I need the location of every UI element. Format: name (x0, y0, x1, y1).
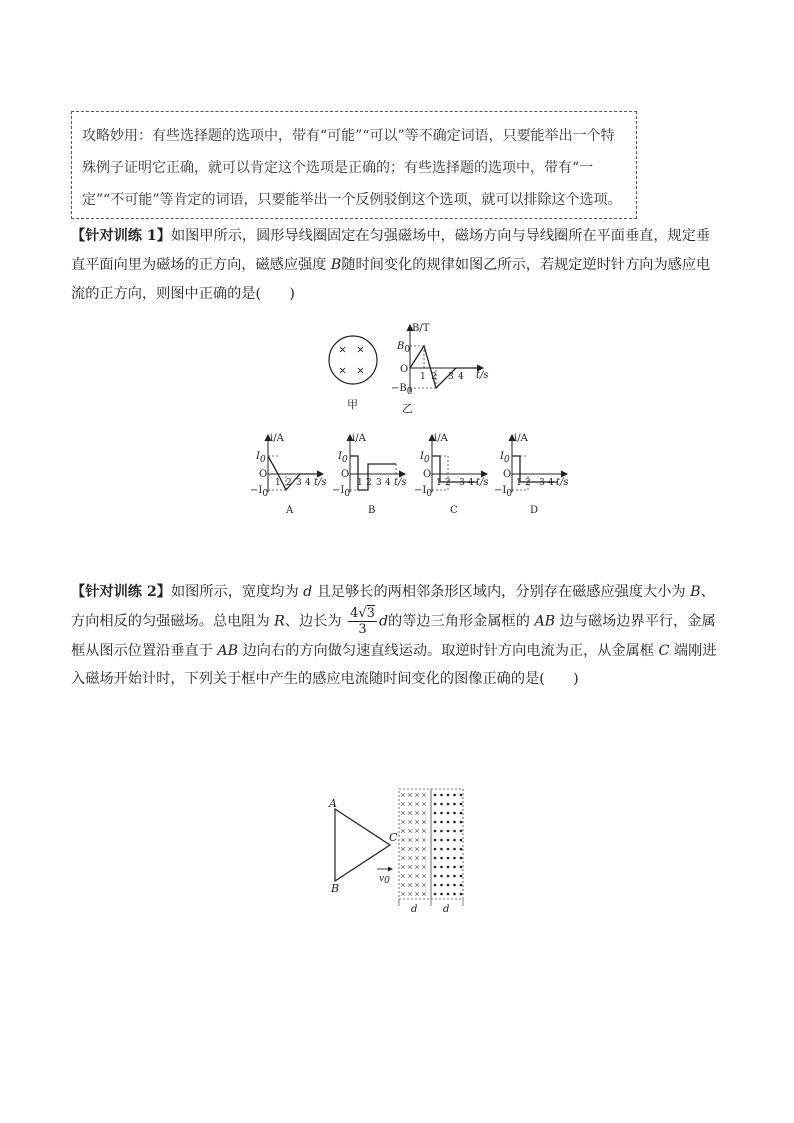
b-pos-label: B0 (397, 341, 411, 355)
frac-num-3: 3 (366, 606, 375, 621)
option-a-graph[interactable] (248, 430, 336, 520)
option-a-tick-4: 4 (305, 478, 311, 488)
var-b: B (330, 257, 342, 273)
b-ylabel: B/T (412, 323, 430, 334)
option-c-letter: C (450, 505, 458, 516)
var-b2: B (690, 584, 701, 600)
option-d-graph[interactable] (492, 430, 580, 520)
field-out-of-page-icons (434, 794, 463, 896)
question-1 (71, 222, 723, 309)
option-b-tick-2: 2 (366, 478, 372, 488)
question-1-label: 【针对训练 1】 (71, 228, 171, 244)
option-a-tick-1: 1 (275, 478, 281, 488)
fig-jia-label: 甲 (347, 398, 358, 411)
option-d-letter: D (530, 505, 539, 516)
q2-text-g: 边向右的方向做匀速直线运动。取逆时针方向电流为正，从金属框 (238, 643, 659, 659)
frac-den: 3 (358, 622, 367, 637)
option-c-tick-4: 4 (468, 478, 474, 488)
question-2 (71, 578, 723, 693)
option-b-neg: −I0 (332, 485, 351, 499)
velocity-arrow-icon (377, 867, 393, 872)
b-neg-label: −B0 (391, 383, 413, 397)
option-c-pos: I0 (420, 451, 430, 465)
q2-text-d: 、边长为 (284, 613, 347, 630)
option-d-pos: I0 (500, 451, 510, 465)
option-b-ylabel: i/A (352, 433, 366, 444)
b-t-graph (364, 322, 499, 417)
option-a-tick-3: 3 (296, 478, 302, 488)
velocity-label: v0 (379, 874, 390, 886)
width-d1-label: d (411, 904, 418, 915)
option-a-pos: I0 (256, 451, 266, 465)
q2-text-e: 的等边三角形金属框的 (388, 613, 535, 630)
var-d: d (303, 584, 313, 600)
vertex-b-label: B (331, 882, 340, 895)
option-b-tick-1: 1 (357, 478, 363, 488)
option-a-letter: A (286, 505, 294, 516)
tip-box (71, 111, 637, 219)
option-d-ylabel: i/A (514, 433, 528, 444)
q2-text-f: 边与磁场边界平行，金属框从图示位置沿垂直于 (71, 613, 716, 659)
b-origin: O (400, 364, 409, 375)
option-c-neg: −I0 (414, 485, 433, 499)
option-c-ylabel: i/A (434, 433, 448, 444)
option-d-neg: −I0 (494, 485, 513, 499)
b-tick-4: 4 (458, 372, 464, 382)
option-b-graph[interactable] (330, 430, 418, 520)
triangle-field-figure (322, 786, 472, 916)
q2-text-a: 如图所示，宽度均为 (170, 584, 304, 600)
option-b-pos: I0 (338, 451, 348, 465)
option-c-origin: O (423, 469, 432, 480)
vertex-a-label: A (329, 797, 337, 810)
var-c: C (658, 643, 670, 659)
var-ab-2: AB (217, 643, 239, 659)
fig-yi-label: 乙 (402, 402, 413, 415)
option-d-tick-1: 1 (516, 478, 522, 488)
option-b-tick-4: 4 (385, 478, 391, 488)
region-into-page (399, 789, 431, 899)
var-d-2: d (378, 613, 389, 630)
question-1-text-b: 随时间变化的规律如图乙所示，若规定逆时针方向为感应电流的正方向，则图中正确的是( ) (71, 257, 711, 302)
option-d-tick-3: 3 (539, 478, 545, 488)
option-c-xlabel: t/s (476, 477, 489, 488)
option-b-tick-3: 3 (376, 478, 382, 488)
side-length-fraction: $\frac{4√3}{3}$ (350, 606, 375, 637)
option-b-letter: B (368, 505, 376, 516)
question-2-label: 【针对训练 2】 (71, 584, 171, 600)
option-a-ylabel: i/A (270, 433, 284, 444)
frac-num-4: 4 (350, 606, 359, 621)
b-tick-3: 3 (448, 372, 454, 382)
var-ab: AB (534, 613, 556, 630)
question-1-text-a: 如图甲所示，圆形导线圈固定在匀强磁场中，磁场方向与导线圈所在平面垂直，规定垂直平面向里为磁场的正方向，磁感应强度 (71, 228, 711, 273)
option-b-origin: O (341, 469, 350, 480)
b-xlabel: t/s (476, 370, 489, 381)
option-d-origin: O (503, 469, 512, 480)
tip-text: 攻略妙用：有些选择题的选项中，带有“可能”“可以”等不确定词语，只要能举出一个特殊例子证明它正确，就可以肯定这个选项是正确的；有些选择题的选项中，带有“一定”“不可能”等肯定的词语，只要能举出一个反例驳倒这个选项，就可以排除这个选项。 (82, 128, 622, 208)
option-b-xlabel: t/s (394, 477, 407, 488)
option-a-tick-2: 2 (286, 478, 292, 488)
vertex-c-label: C (389, 831, 398, 844)
option-a-origin: O (259, 469, 268, 480)
field-cross-icons (340, 347, 363, 373)
option-c-tick-1: 1 (436, 478, 442, 488)
triangle-frame (335, 809, 390, 881)
option-c-tick-3: 3 (459, 478, 465, 488)
width-d2-label: d (443, 904, 450, 915)
b-tick-2: 2 (431, 372, 437, 382)
option-d-tick-4: 4 (548, 478, 554, 488)
q2-text-h: 端刚进入磁场开始计时，下列关于框中产生的感应电流随时间变化的图像正确的是( ) (71, 643, 717, 687)
option-a-xlabel: t/s (314, 477, 327, 488)
option-d-tick-2: 2 (525, 478, 531, 488)
b-tick-1: 1 (420, 372, 426, 382)
option-a-neg: −I0 (250, 485, 269, 499)
var-r: R (274, 613, 285, 630)
option-c-tick-2: 2 (445, 478, 451, 488)
region-out-of-page (431, 789, 463, 899)
q2-text-b: 且足够长的两相邻条形区域内，分别存在磁感应强度大小为 (312, 584, 691, 600)
field-into-page-icons (401, 793, 425, 895)
q2-text-c: 、方向相反的匀强磁场。总电阻为 (71, 584, 715, 630)
option-d-xlabel: t/s (556, 477, 569, 488)
option-c-graph[interactable] (412, 430, 500, 520)
